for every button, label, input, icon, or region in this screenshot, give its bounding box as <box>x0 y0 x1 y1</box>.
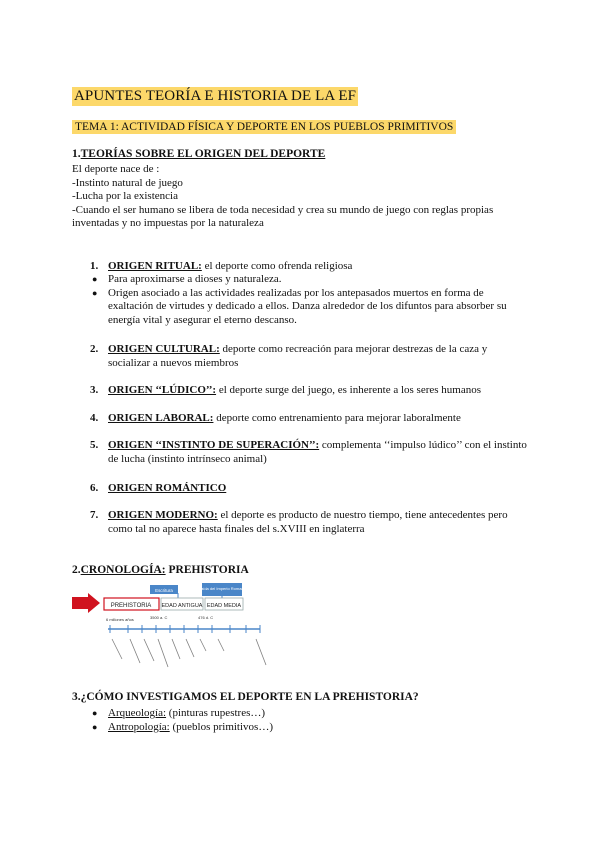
intro-line: El deporte nace de : <box>72 163 160 175</box>
ritual-bullets <box>90 273 530 327</box>
tick-label: 476 d. C <box>198 615 214 620</box>
origin-text: deporte como recreación para mejorar destrezas de la caza y socializar a nuevos miembros <box>108 343 488 369</box>
origin-label: ORIGEN ‘‘LÚDICO’’: <box>108 384 217 396</box>
origin-text: el deporte surge del juego, es inherente a los seres humanos <box>216 384 482 396</box>
section1-intro <box>72 163 542 231</box>
origin-text: el deporte como ofrenda religiosa <box>201 260 353 272</box>
section2-heading-label: CRONOLOGÍA: <box>80 564 166 576</box>
origin-label: ORIGEN RITUAL: <box>108 260 202 272</box>
section2-heading <box>72 564 249 576</box>
origin-label: ORIGEN ‘‘INSTINTO DE SUPERACIÓN’’: <box>108 439 320 451</box>
intro-line: -Cuando el ser humano se libera de toda necesidad y crea su mundo de juego con reglas propias inventadas y no impuestas por la naturaleza <box>72 203 494 229</box>
roman-fall-label: Caída del Imperio Romano <box>198 586 246 591</box>
origin-item <box>90 438 530 466</box>
bullet-label: Antropología: <box>108 720 170 733</box>
origin-item <box>90 383 530 397</box>
topic-subtitle: TEMA 1: ACTIVIDAD FÍSICA Y DEPORTE EN LOS PUEBLOS PRIMITIVOS <box>72 120 456 134</box>
origin-number: 2. <box>90 343 99 355</box>
bullet-item: ● Origen asociado a las actividades realizadas por los antepasados muertos en forma de exaltación de virtudes y dedicado a ellos. Danza alrededor de los difuntos para absorber su energía vital y asegurar el eterno descanso. <box>92 286 507 326</box>
era-label: PREHISTORIA <box>110 603 152 609</box>
document-title: APUNTES TEORÍA E HISTORIA DE LA EF <box>74 88 357 104</box>
origin-item <box>90 481 530 495</box>
bullet-text: (pueblos primitivos…) <box>169 720 273 733</box>
origin-label: ORIGEN CULTURAL: <box>108 343 220 355</box>
origin-number: 1. <box>90 260 99 272</box>
origin-item <box>90 342 530 370</box>
section2-heading-number: 2. <box>72 564 81 576</box>
bullet-item: ● Arqueología: (pinturas rupestres…) <box>92 707 266 719</box>
origin-label: ORIGEN MODERNO: <box>108 509 218 521</box>
section1-heading-text: TEORÍAS SOBRE EL ORIGEN DEL DEPORTE <box>80 148 326 160</box>
bullet-item: ● Antropología: (pueblos primitivos…) <box>92 720 273 733</box>
bullet-text: Para aproximarse a dioses y naturaleza. <box>108 273 282 285</box>
era-label: EDAD MEDIA <box>206 603 242 609</box>
origin-label: ORIGEN ROMÁNTICO <box>108 482 227 494</box>
origin-text: el deporte es producto de nuestro tiempo, tiene antecedentes pero como tal no aparece hasta finales del s.XVIII en inglaterra <box>108 509 508 535</box>
origin-number: 4. <box>90 412 99 424</box>
origin-label: ORIGEN LABORAL: <box>108 412 214 424</box>
intro-line: -Instinto natural de juego <box>72 176 183 189</box>
section2-heading-rest: PREHISTORIA <box>165 564 249 576</box>
origin-number: 7. <box>90 509 99 521</box>
intro-line: -Lucha por la existencia <box>72 190 178 202</box>
origin-item <box>90 259 530 273</box>
section1-heading-number: 1. <box>72 148 81 160</box>
section3-heading: 3.¿CÓMO INVESTIGAMOS EL DEPORTE EN LA PREHISTORIA? <box>72 691 419 703</box>
bullet-label: Arqueología: <box>108 707 167 719</box>
bullet-item: ● Para aproximarse a dioses y naturaleza. <box>92 273 282 285</box>
origin-number: 5. <box>90 439 99 451</box>
rotated-tick-labels <box>112 639 266 667</box>
tick-label: 3500 a. C <box>150 615 168 620</box>
era-label: EDAD ANTIGUA <box>161 603 203 609</box>
origin-item <box>90 411 530 425</box>
arrow-icon <box>72 593 100 613</box>
section3-bullets <box>90 707 530 734</box>
bullet-text: Origen asociado a las actividades realizadas por los antepasados muertos en forma de exaltación de virtudes y dedicado a ellos. Danza alrededor de los difuntos para absorber su energía vital y asegurar el eterno descanso. <box>108 286 507 326</box>
writing-label: Escritura <box>155 588 173 593</box>
origin-item <box>90 508 530 536</box>
chronology-timeline <box>70 583 270 693</box>
origin-text: deporte como entrenamiento para mejorar laboralmente <box>213 412 461 424</box>
section1-heading <box>72 148 325 160</box>
origin-number: 3. <box>90 384 99 396</box>
origin-text: complementa ‘‘impulso lúdico’’ con el instinto de lucha (instinto intrínseco animal) <box>108 439 527 465</box>
origin-number: 6. <box>90 482 99 494</box>
tick-label: 6 millones años <box>106 617 134 622</box>
bullet-text: (pinturas rupestres…) <box>166 707 266 719</box>
